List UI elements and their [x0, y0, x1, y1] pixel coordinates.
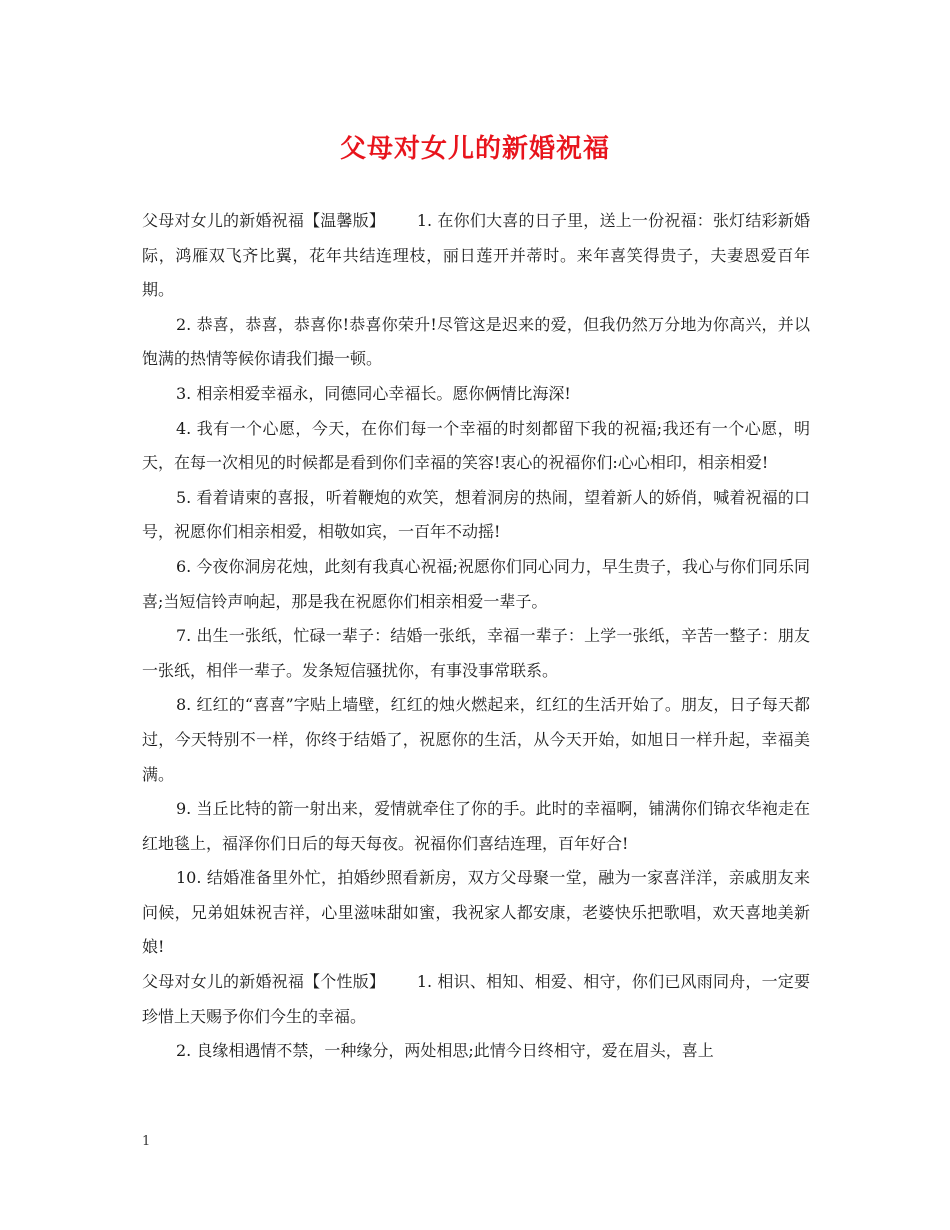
list-item: 2. 良缘相遇情不禁，一种缘分，两处相思;此情今日终相守，爱在眉头，喜上 [176, 1041, 714, 1061]
list-item: 10. 结婚准备里外忙，拍婚纱照看新房，双方父母聚一堂，融为一家喜洋洋，亲戚朋友来问候，兄弟姐妹祝吉祥，心里滋味甜如蜜，我祝家人都安康，老婆快乐把歌唱，欢天喜地美新娘! [142, 868, 810, 957]
list-item: 5. 看着请柬的喜报，听着鞭炮的欢笑，想着洞房的热闹，望着新人的娇俏，喊着祝福的口号，祝愿你们相亲相爱，相敬如宾，一百年不动摇! [142, 487, 810, 542]
document-body [142, 204, 810, 1069]
list-item: 8. 红红的“喜喜”字贴上墙壁，红红的烛火燃起来，红红的生活开始了。朋友，日子每天都过，今天特别不一样，你终于结婚了，祝愿你的生活，从今天开始，如旭日一样升起，幸福美满。 [142, 695, 810, 784]
document-title: 父母对女儿的新婚祝福 [339, 134, 610, 164]
list-item: 3. 相亲相爱幸福永，同德同心幸福长。愿你俩情比海深! [176, 383, 571, 403]
list-item: 4. 我有一个心愿，今天，在你们每一个幸福的时刻都留下我的祝福;我还有一个心愿，明天，在每一次相见的时候都是看到你们幸福的笑容!衷心的祝福你们:心心相印，相亲相爱! [142, 418, 810, 473]
page-number: 1 [142, 1134, 151, 1149]
list-item: 6. 今夜你洞房花烛，此刻有我真心祝福;祝愿你们同心同力，早生贵子，我心与你们同乐同喜;当短信铃声响起，那是我在祝愿你们相亲相爱一辈子。 [142, 556, 810, 611]
list-item: 9. 当丘比特的箭一射出来，爱情就牵住了你的手。此时的幸福啊，铺满你们锦衣华袍走在红地毯上，福泽你们日后的每天每夜。祝福你们喜结连理，百年好合! [142, 799, 810, 853]
section-label: 父母对女儿的新婚祝福【个性版】 [142, 972, 386, 992]
list-item: 1. 在你们大喜的日子里，送上一份祝福：张灯结彩新婚际，鸿雁双飞齐比翼，花年共结连理枝，丽日莲开并蒂时。来年喜笑得贵子，夫妻恩爱百年期。 [142, 211, 810, 300]
list-item: 7. 出生一张纸，忙碌一辈子：结婚一张纸，幸福一辈子：上学一张纸，辛苦一整子：朋友一张纸，相伴一辈子。发条短信骚扰你，有事没事常联系。 [142, 626, 810, 680]
section-label: 父母对女儿的新婚祝福【温馨版】 [142, 211, 386, 230]
list-item: 1. 相识、相知、相爱、相守，你们已风雨同舟，一定要珍惜上天赐予你们今生的幸福。 [142, 972, 810, 1026]
section-heading-paragraph [142, 204, 810, 308]
list-item: 2. 恭喜，恭喜，恭喜你!恭喜你荣升!尽管这是迟来的爱，但我仍然万分地为你高兴，并以饱满的热情等候你请我们撮一顿。 [142, 314, 810, 369]
section-heading-paragraph [142, 965, 810, 1034]
